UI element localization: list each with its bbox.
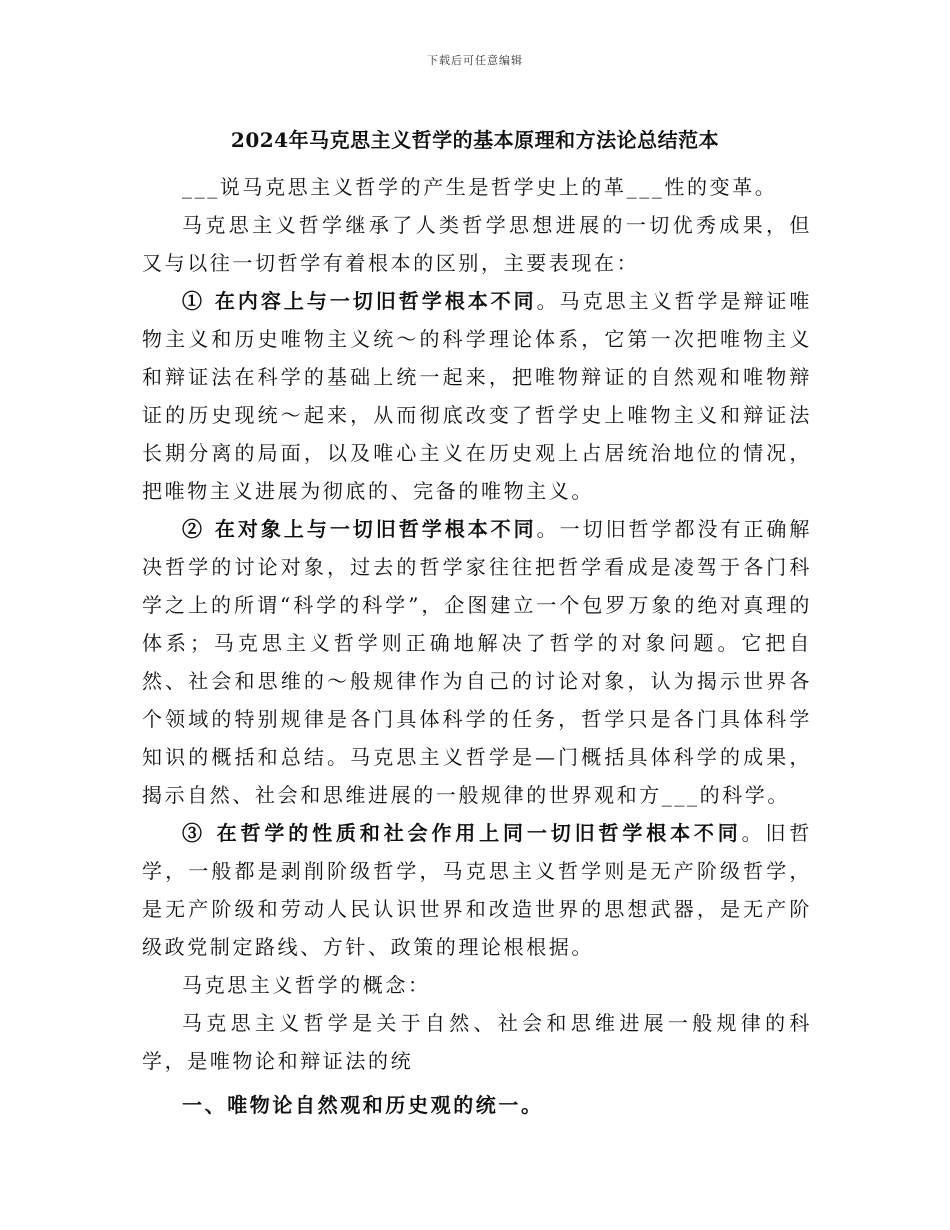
paragraph-lead: ③ 在哲学的性质和社会作用上同一切旧哲学根本不同 bbox=[182, 821, 742, 845]
paragraph bbox=[142, 206, 812, 282]
paragraph-text: 马克思主义哲学继承了人类哲学思想进展的一切优秀成果，但又与以往一切哲学有着根本的区别，主要表现在： bbox=[142, 213, 812, 275]
paragraph-text: 马克思主义哲学是关于自然、社会和思维进展一般规律的科学，是唯物论和辩证法的统 bbox=[142, 1011, 812, 1073]
paragraph-lead: ① 在内容上与一切旧哲学根本不同 bbox=[182, 289, 537, 313]
paragraph bbox=[142, 1004, 812, 1080]
paragraph bbox=[142, 282, 812, 510]
section-heading: 一、唯物论自然观和历史观的统一。 bbox=[182, 1093, 544, 1117]
paragraph-text: 。旧哲学，一般都是剥削阶级哲学，马克思主义哲学则是无产阶级哲学，是无产阶级和劳动人民认识世界和改造世界的思想武器，是无产阶级政党制定路线、方针、政策的理论根根据。 bbox=[142, 821, 812, 959]
paragraph bbox=[142, 814, 812, 966]
document-title: 2024年马克思主义哲学的基本原理和方法论总结范本 bbox=[230, 128, 720, 152]
page-header: 下载后可任意编辑 bbox=[427, 54, 523, 67]
paragraph-text: 马克思主义哲学的概念： bbox=[182, 973, 431, 997]
paragraph bbox=[142, 966, 812, 1004]
paragraph bbox=[142, 168, 812, 206]
paragraph bbox=[142, 510, 812, 814]
document-body bbox=[142, 168, 812, 1124]
paragraph-text: 。马克思主义哲学是辩证唯物主义和历史唯物主义统～的科学理论体系，它第一次把唯物主义和辩证法在科学的基础上统一起来，把唯物辩证的自然观和唯物辩证的历史现统～起来，从而彻底改变了哲学史上唯物主义和辩证法长期分离的局面，以及唯心主义在历史观上占居统治地位的情况，把唯物主义进展为彻底的、完备的唯物主义。 bbox=[142, 289, 813, 503]
paragraph-lead: ② 在对象上与一切旧哲学根本不同 bbox=[182, 517, 537, 541]
paragraph-text: 。一切旧哲学都没有正确解决哲学的讨论对象，过去的哲学家往往把哲学看成是凌驾于各门科学之上的所谓“科学的科学”，企图建立一个包罗万象的绝对真理的体系；马克思主义哲学则正确地解决了哲学的对象问题。它把自然、社会和思维的～般规律作为自己的讨论对象，认为揭示世界各个领域的特别规律是各门具体科学的任务，哲学只是各门具体科学知识的概括和总结。马克思主义哲学是—门概括具体科学的成果，揭示自然、社会和思维进展的一般规律的世界观和方___的科学。 bbox=[142, 517, 813, 807]
paragraph-text: ___说马克思主义哲学的产生是哲学史上的革___性的变革。 bbox=[182, 175, 778, 199]
